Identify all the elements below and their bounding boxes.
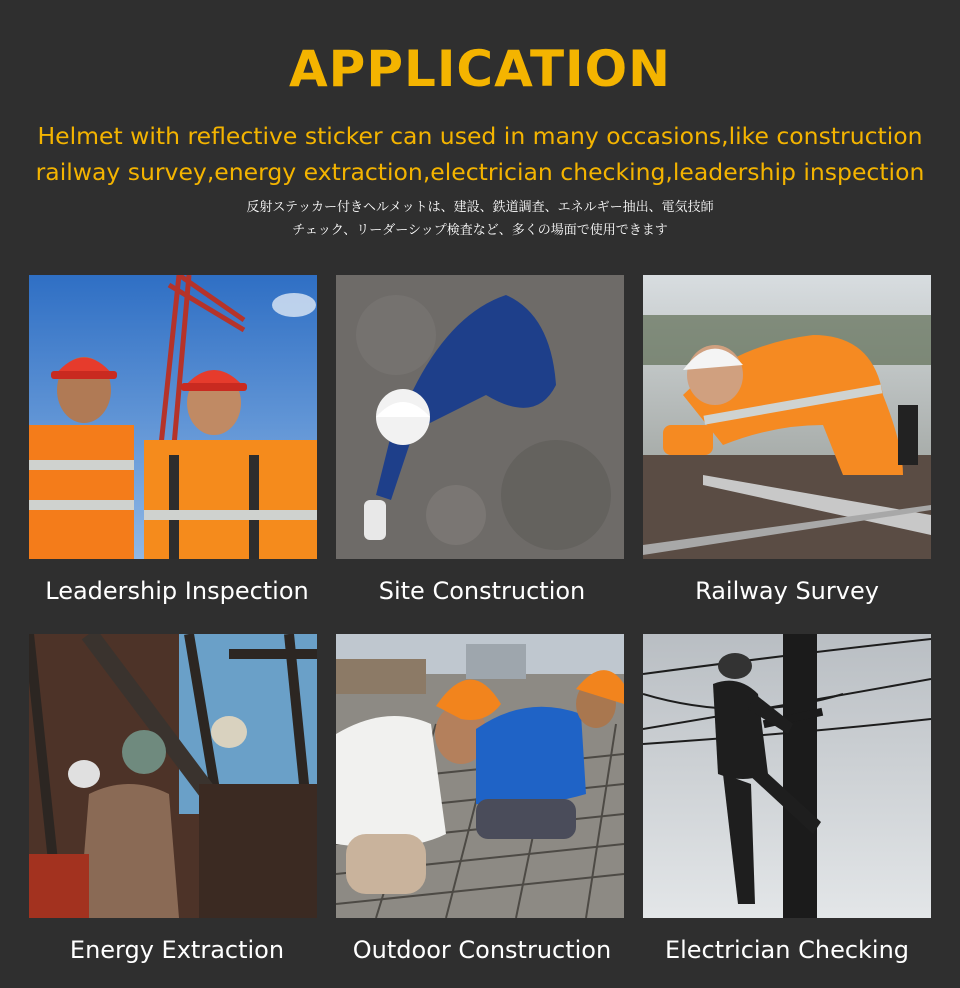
page-title: APPLICATION: [288, 40, 672, 98]
railway-survey-illustration: [643, 275, 931, 559]
electrician-checking-illustration: [643, 634, 931, 918]
energy-extraction-photo: [29, 634, 317, 918]
electrician-checking-photo: [643, 634, 931, 918]
subtitle-line-1: Helmet with reflective sticker can used in many occasions,like construction: [37, 122, 923, 150]
caption-site-construction: Site Construction: [378, 577, 586, 605]
caption-outdoor-construction: Outdoor Construction: [352, 936, 612, 964]
caption-railway-survey: Railway Survey: [695, 577, 879, 605]
caption-leadership-inspection: Leadership Inspection: [45, 577, 309, 605]
subtitle-line-2: railway survey,energy extraction,electrician checking,leadership inspection: [35, 158, 925, 186]
outdoor-construction-photo: [336, 634, 624, 918]
japanese-description: [40, 196, 920, 242]
japanese-line-1: 反射ステッカー付きヘルメットは、建設、鉄道調査、エネルギー抽出、電気技師: [246, 200, 714, 215]
site-construction-photo: [336, 275, 624, 559]
leadership-inspection-illustration: [29, 275, 317, 559]
japanese-line-2: チェック、リーダーシップ検査など、多くの場面で使用できます: [292, 223, 668, 238]
railway-survey-photo: [643, 275, 931, 559]
page-subtitle: [30, 118, 930, 190]
caption-energy-extraction: Energy Extraction: [69, 936, 285, 964]
outdoor-construction-illustration: [336, 634, 624, 918]
caption-electrician-checking: Electrician Checking: [664, 936, 910, 964]
energy-extraction-illustration: [29, 634, 317, 918]
site-construction-illustration: [336, 275, 624, 559]
leadership-inspection-photo: [29, 275, 317, 559]
